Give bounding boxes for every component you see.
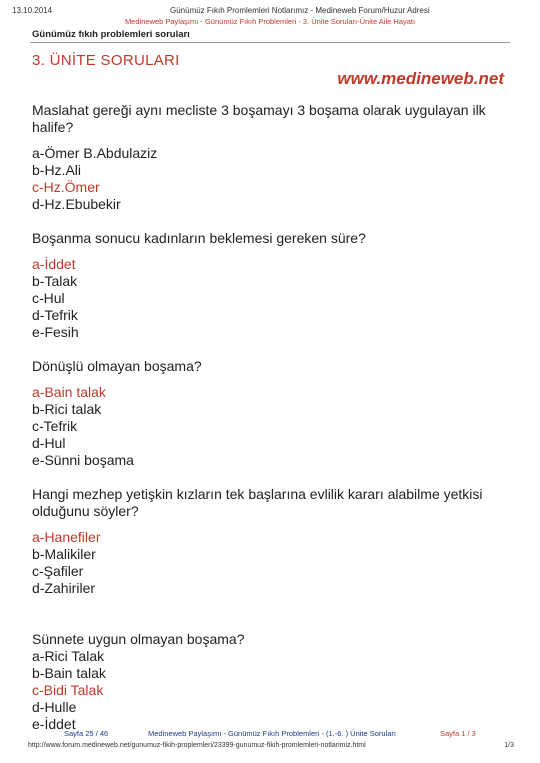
option-item: c-Hul (32, 290, 65, 306)
footer-center-text: Medineweb Paylaşımı - Günümüz Fıkıh Problemleri - (1.-6. ) Ünite Soruları (148, 729, 397, 738)
option-item: c-Tefrik (32, 418, 78, 434)
option-item: d-Zahiriler (32, 580, 96, 596)
option-item: e-Fesih (32, 324, 79, 340)
option-list (32, 256, 512, 341)
option-list (32, 384, 512, 469)
correct-option: a-İddet (32, 256, 76, 272)
question-text: Dönüşlü olmayan boşama? (32, 358, 202, 374)
question-text: Boşanma sonucu kadınların beklemesi gereken süre? (32, 230, 366, 246)
site-url[interactable]: www.medineweb.net (337, 69, 504, 88)
footer-right-page: Sayfa 1 / 3 (440, 729, 476, 738)
unit-title: 3. ÜNİTE SORULARI (32, 52, 180, 69)
page-heading: Günümüz fıkıh problemleri soruları (32, 29, 190, 40)
option-list (32, 648, 512, 733)
option-item: b-Rici talak (32, 401, 102, 417)
correct-option: a-Bain talak (32, 384, 106, 400)
option-list (32, 529, 512, 597)
option-list (32, 145, 512, 213)
question-block (32, 230, 512, 341)
question-block (32, 102, 512, 213)
question-text: Hangi mezhep yetişkin kızların tek başlarına evlilik kararı alabilme yetkisi olduğunu söyler? (32, 486, 483, 519)
option-item: b-Talak (32, 273, 78, 289)
question-list (32, 102, 512, 733)
correct-option: c-Hz.Ömer (32, 179, 100, 195)
question-text: Sünnete uygun olmayan boşama? (32, 631, 245, 647)
question-block (32, 358, 512, 469)
option-item: e-Sünni boşama (32, 452, 134, 468)
question-block (32, 631, 512, 733)
header-date: 13.10.2014 (12, 6, 53, 15)
option-item: a-Ömer B.Abdulaziz (32, 145, 158, 161)
option-item: a-Rici Talak (32, 648, 105, 664)
correct-option: c-Bidi Talak (32, 682, 104, 698)
option-item: b-Malikiler (32, 546, 96, 562)
header-divider (30, 42, 510, 43)
question-block (32, 486, 512, 597)
option-item: b-Bain talak (32, 665, 106, 681)
option-item: d-Hz.Ebubekir (32, 196, 121, 212)
correct-option: a-Hanefiler (32, 529, 101, 545)
option-item: d-Hulle (32, 699, 77, 715)
option-item: c-Şafiler (32, 563, 84, 579)
print-url-link[interactable]: http://www.forum.medineweb.net/gunumuz-fikih-proplemleri/23399-gunumuz-fikih-promlemleri-notlarimiz.html (28, 742, 366, 749)
option-item: d-Tefrik (32, 307, 78, 323)
question-text: Maslahat gereği aynı mecliste 3 boşamayı 3 boşama olarak uygulayan ilk halife? (32, 102, 486, 135)
option-item: e-İddet (32, 716, 76, 732)
print-page-number: 1/3 (504, 742, 514, 749)
footer-page-count: Sayfa 25 / 46 (64, 729, 109, 738)
header-subtitle: Medineweb Paylaşımı - Günümüz Fıkıh Problemleri - 3. Ünite Soruları-Ünite Aile Hayatı (124, 17, 416, 26)
header-title: Günümüz Fıkıh Promlemleri Notlarımız - Medineweb Forum/Huzur Adresi (170, 6, 430, 15)
option-item: b-Hz.Ali (32, 162, 82, 178)
option-item: d-Hul (32, 435, 66, 451)
